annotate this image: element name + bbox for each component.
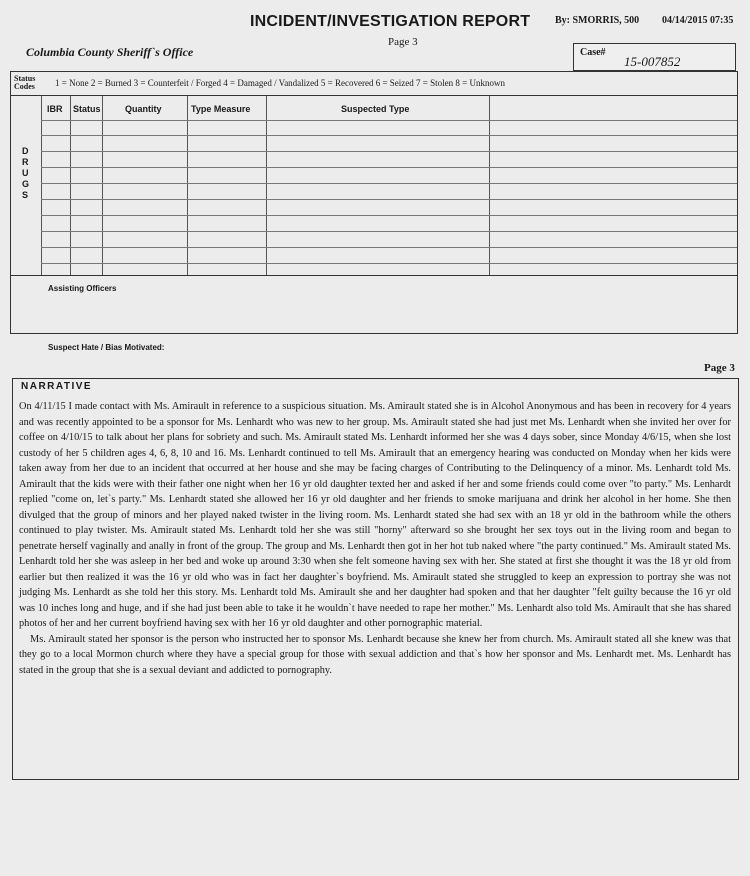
page-number-top: Page 3 — [388, 36, 418, 48]
drugs-row-line — [41, 120, 737, 121]
col-type-measure: Type Measure — [191, 104, 251, 114]
narrative-paragraph: On 4/11/15 I made contact with Ms. Amirault in reference to a suspicious situation. Ms. Amirault stated she is in Alcohol Anonymous and has been in recovery for 4 years and was recently appointed to be a sponsor for Ms. Lenhardt who was new to her group. Ms. Amirault stated she had just met Ms. Lenhardt when she invited her over for coffee on 4/10/15 to talk about her plans for sobriety and such. Ms. Amirault stated Ms. Lenhardt informed her she was 4 days sober, since Monday 4/6/15, when she lost custody of her 5 children ages 4, 6, 8, 10 and 16. Ms. Lenhardt continued to tell Ms. Amirault that an emergency hearing was conducted on Monday when her kids were taken away from her due to an incident that occurred at her house and she may be facing charges of Contributing to the Delinquency of a minor. Ms. Lenhardt told Ms. Amirault that the kids were with their father one night when her 16 yr old daughter texted her and asked if her and some friends could come over "to party." Ms. Lenhardt replied "come on, let`s party." Ms. Lenhardt stated she allowed her 16 yr old daughter and her friends to smoke marijuana and drink her alcohol in her home. She then divulged that the group of minors and her played naked twister in the living room. Ms. Lenhardt stated she had sex with an 18 yr old in the bathroom while the others continued to play twister. Ms. Amirault stated Ms. Lenhardt told her she was still "horny" afterward so she brought her sex toys out in the living room and began to penetrate herself vaginally and anally in front of the group. The group and Ms. Lenhardt then got in her hot tub naked where "the party continued." Ms. Amirault stated Ms. Lenhardt told her she was asleep in her bed and woke up around 3:30 when she felt someone having sex with her. She stated at first she thought it was the 18 yr old from earlier but then realized it was the 16 yr old who was in fact her daughter`s boyfriend. Ms. Amirault stated she struggled to keep an expression to portray she was not judging Ms. Lenhardt as she told her this story. Ms. Lenhardt told Ms. Amirault she and her daughter had spoken and that her daughter "felt guilty because the 16 yr old was 10 inches long and huge, and if she had just been able to take it he wouldn`t have needed to rape her mother." Ms. Lenhardt also told Ms. Amirault that she has shared photos of her and her current boyfriend having sex with her 16 yr old daughter and other pornographic material. — [19, 401, 731, 629]
drugs-row-line — [41, 199, 737, 200]
assisting-officers-label: Assisting Officers — [48, 284, 117, 293]
drugs-col-divider — [70, 96, 71, 275]
drugs-col-divider — [41, 96, 42, 275]
report-author: By: SMORRIS, 500 — [555, 15, 640, 26]
drugs-row-line — [41, 215, 737, 216]
narrative-box — [12, 378, 739, 780]
report-title: INCIDENT/INVESTIGATION REPORT — [250, 13, 531, 30]
status-label-line1: Status — [14, 74, 36, 83]
drugs-row-line — [41, 183, 737, 184]
drugs-letter: R — [22, 157, 29, 167]
case-number: 15-007852 — [624, 54, 681, 69]
page-number-mid: Page 3 — [704, 362, 735, 374]
status-label-line2: Codes — [14, 82, 35, 91]
drugs-letter: S — [22, 190, 29, 200]
drugs-row-line — [41, 167, 737, 168]
status-codes-label — [14, 75, 35, 91]
col-suspected-type: Suspected Type — [341, 104, 410, 114]
drugs-letter: G — [22, 179, 30, 189]
drugs-row-line — [41, 247, 737, 248]
drugs-col-divider — [266, 96, 267, 275]
assisting-officers-box — [10, 276, 738, 334]
drugs-col-divider — [489, 96, 490, 275]
status-codes-row — [10, 71, 738, 96]
drugs-col-divider — [102, 96, 103, 275]
drugs-row-line — [41, 263, 737, 264]
drugs-col-divider — [187, 96, 188, 275]
drugs-row-line — [41, 231, 737, 232]
narrative-paragraph: Ms. Amirault stated her sponsor is the person who instructed her to sponsor Ms. Lenhardt because she knew her from church. Ms. Amirault stated all she knew was that they go to a local Mormon church where they have a special group for those with sexual addiction and that`s how her sponsor and Ms. Lenhardt met. Ms. Lenhardt has stated in the group that she is a sexual deviant and addicted to pornography. — [19, 633, 731, 676]
drugs-row-line — [41, 135, 737, 136]
drugs-table — [10, 96, 738, 276]
col-ibr: IBR — [47, 104, 63, 114]
report-datetime: 04/14/2015 07:35 — [662, 15, 734, 26]
case-label: Case# — [580, 47, 606, 58]
narrative-text — [19, 399, 731, 678]
drugs-letter: D — [22, 146, 29, 156]
status-codes-legend: 1 = None 2 = Burned 3 = Counterfeit / Forged 4 = Damaged / Vandalized 5 = Recovered 6 = Seized 7 = Stolen 8 = Unknown — [55, 78, 505, 88]
drugs-row-line — [41, 151, 737, 152]
col-quantity: Quantity — [125, 104, 162, 114]
agency-name: Columbia County Sheriff`s Office — [26, 45, 194, 59]
case-number-box — [573, 43, 736, 71]
col-status: Status — [73, 104, 101, 114]
drugs-letter: U — [22, 168, 29, 178]
suspect-hate-label: Suspect Hate / Bias Motivated: — [48, 343, 165, 352]
narrative-title: NARRATIVE — [21, 381, 93, 392]
